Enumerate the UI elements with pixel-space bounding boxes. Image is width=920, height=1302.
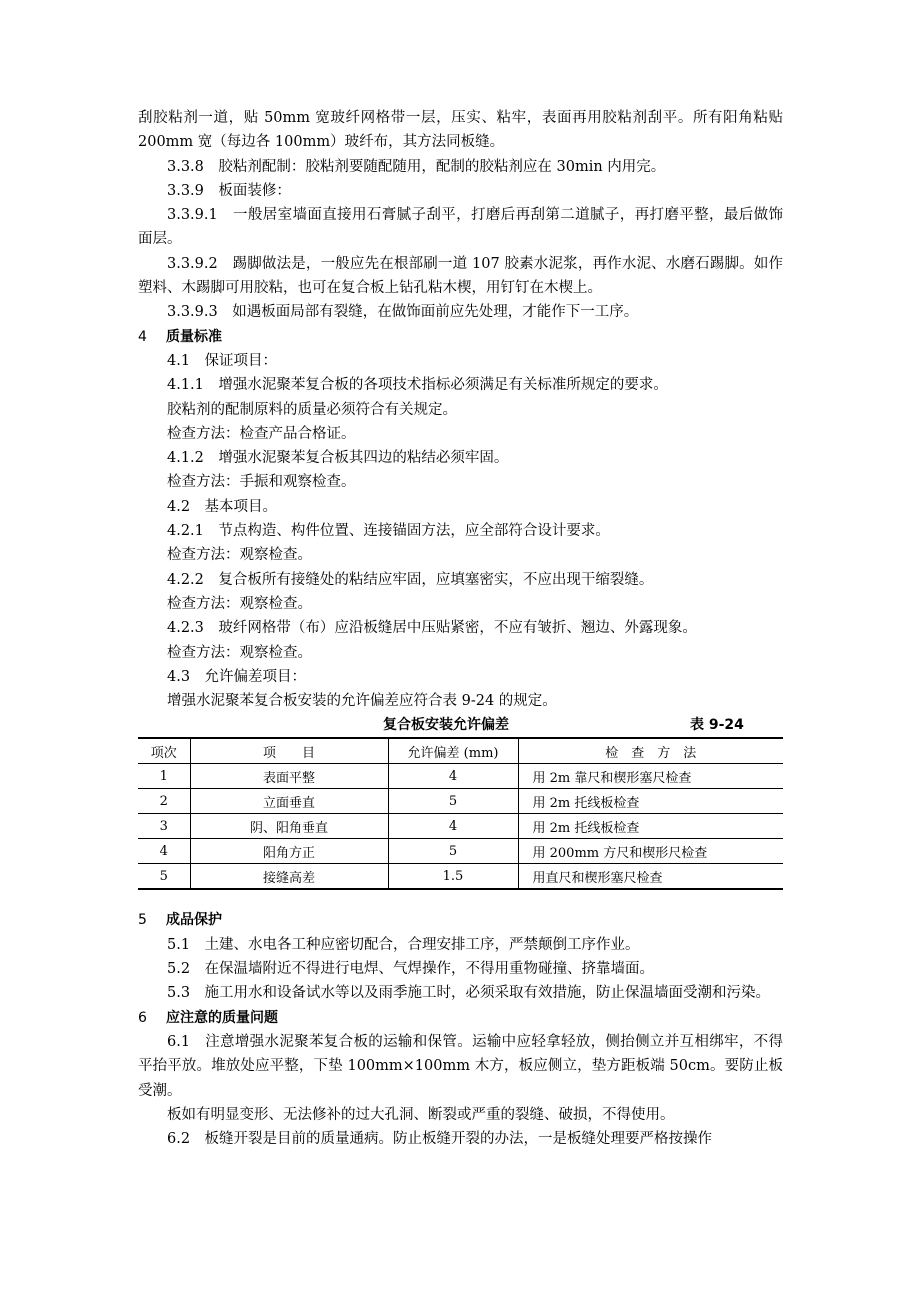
paragraph: 4.2.3 玻纤网格带（布）应沿板缝居中压贴紧密，不应有皱折、翘边、外露现象。 bbox=[167, 620, 697, 637]
paragraph: 4.1.2 增强水泥聚苯复合板其四边的粘结必须牢固。 bbox=[167, 450, 509, 467]
table-header-row bbox=[138, 738, 783, 764]
paragraph: 3.3.9 板面装修： bbox=[167, 182, 291, 199]
paragraph: 胶粘剂的配制原料的质量必须符合有关规定。 bbox=[167, 401, 457, 418]
paragraph: 3.3.8 胶粘剂配制：胶粘剂要随配随用，配制的胶粘剂应在 30min 内用完。 bbox=[167, 158, 666, 175]
table-cell: 1.5 bbox=[388, 864, 518, 890]
paragraph: 5.3 施工用水和设备试水等以及雨季施工时，必须采取有效措施，防止保温墙面受潮和污染。 bbox=[167, 985, 771, 1002]
paragraph: 4.1.1 增强水泥聚苯复合板的各项技术指标必须满足有关标准所规定的要求。 bbox=[167, 377, 668, 394]
paragraph: 4.1 保证项目： bbox=[167, 352, 278, 369]
paragraph: 检查方法：观察检查。 bbox=[167, 595, 312, 612]
table-row bbox=[138, 839, 783, 864]
table-cell: 5 bbox=[138, 864, 190, 890]
paragraph: 检查方法：手振和观察检查。 bbox=[167, 474, 356, 491]
table-cell: 1 bbox=[138, 764, 190, 789]
section-number: 4 bbox=[138, 328, 147, 345]
section-heading-6 bbox=[138, 1006, 783, 1030]
paragraph: 5.2 在保温墙附近不得进行电焊、气焊操作，不得用重物碰撞、挤靠墙面。 bbox=[167, 961, 655, 978]
table-cell: 立面垂直 bbox=[190, 789, 388, 814]
table-cell: 4 bbox=[138, 839, 190, 864]
table-title: 复合板安装允许偏差 bbox=[383, 717, 509, 734]
table-row bbox=[138, 814, 783, 839]
table-cell: 3 bbox=[138, 814, 190, 839]
table-row bbox=[138, 764, 783, 789]
tolerance-table bbox=[138, 737, 783, 890]
table-cell: 表面平整 bbox=[190, 764, 388, 789]
section-number: 6 bbox=[138, 1009, 147, 1026]
table-cell: 用直尺和楔形塞尺检查 bbox=[518, 864, 783, 890]
table-cell: 接缝高差 bbox=[190, 864, 388, 890]
paragraph: 4.3 允许偏差项目： bbox=[167, 668, 307, 685]
header-cell: 允许偏差 (mm) bbox=[388, 738, 518, 764]
table-cell: 阳角方正 bbox=[190, 839, 388, 864]
table-caption bbox=[138, 713, 783, 737]
paragraph: 检查方法：检查产品合格证。 bbox=[167, 425, 356, 442]
paragraph: 4.2.1 节点构造、构件位置、连接锚固方法，应全部符合设计要求。 bbox=[167, 523, 610, 540]
header-cell: 项 目 bbox=[190, 738, 388, 764]
paragraph: 6.2 板缝开裂是目前的质量通病。防止板缝开裂的办法，一是板缝处理要严格按操作 bbox=[167, 1131, 713, 1148]
paragraph: 4.2.2 复合板所有接缝处的粘结应牢固，应填塞密实，不应出现干缩裂缝。 bbox=[167, 571, 654, 588]
section-title: 质量标准 bbox=[166, 328, 222, 345]
paragraph: 6.1 注意增强水泥聚苯复合板的运输和保管。运输中应轻拿轻放，侧抬侧立并互相绑牢，不得平抬平放。堆放处应平整，下垫 100mm×100mm 木方，板应侧立，垫方距板端 50cm。要防止板受潮。 bbox=[138, 1033, 783, 1099]
header-cell: 项次 bbox=[138, 738, 190, 764]
paragraph: 3.3.9.3 如遇板面局部有裂缝，在做饰面前应先处理，才能作下一工序。 bbox=[167, 304, 639, 321]
section-number: 5 bbox=[138, 912, 147, 929]
table-cell: 5 bbox=[388, 839, 518, 864]
header-cell: 检 查 方 法 bbox=[518, 738, 783, 764]
section-title: 应注意的质量问题 bbox=[166, 1009, 278, 1026]
section-heading-5 bbox=[138, 908, 783, 932]
document-page bbox=[138, 106, 783, 1151]
paragraph: 4.2 基本项目。 bbox=[167, 498, 278, 515]
paragraph: 5.1 土建、水电各工种应密切配合，合理安排工序，严禁颠倒工序作业。 bbox=[167, 936, 640, 953]
table-row bbox=[138, 864, 783, 890]
table-number: 表 9-24 bbox=[690, 717, 744, 734]
table-cell: 阴、阳角垂直 bbox=[190, 814, 388, 839]
table-cell: 用 2m 托线板检查 bbox=[518, 814, 783, 839]
paragraph: 检查方法：观察检查。 bbox=[167, 547, 312, 564]
table-row bbox=[138, 789, 783, 814]
section-title: 成品保护 bbox=[166, 912, 222, 929]
paragraph: 刮胶粘剂一道，贴 50mm 宽玻纤网格带一层，压实、粘牢，表面再用胶粘剂刮平。所有阳角粘贴 200mm 宽（每边各 100mm）玻纤布，其方法同板缝。 bbox=[138, 110, 783, 151]
paragraph: 增强水泥聚苯复合板安装的允许偏差应符合表 9-24 的规定。 bbox=[167, 693, 557, 710]
table-cell: 用 2m 靠尺和楔形塞尺检查 bbox=[518, 764, 783, 789]
table-cell: 4 bbox=[388, 814, 518, 839]
paragraph: 检查方法：观察检查。 bbox=[167, 644, 312, 661]
table-cell: 5 bbox=[388, 789, 518, 814]
spacer bbox=[138, 890, 783, 908]
paragraph: 3.3.9.1 一般居室墙面直接用石膏腻子刮平，打磨后再刮第二道腻子，再打磨平整，最后做饰面层。 bbox=[138, 207, 783, 248]
paragraph: 板如有明显变形、无法修补的过大孔洞、断裂或严重的裂缝、破损，不得使用。 bbox=[167, 1106, 675, 1123]
section-heading-4 bbox=[138, 325, 783, 349]
table-cell: 用 2m 托线板检查 bbox=[518, 789, 783, 814]
table-cell: 2 bbox=[138, 789, 190, 814]
table-cell: 用 200mm 方尺和楔形尺检查 bbox=[518, 839, 783, 864]
paragraph: 3.3.9.2 踢脚做法是，一般应先在根部刷一道 107 胶素水泥浆，再作水泥、水磨石踢脚。如作塑料、木踢脚可用胶粘，也可在复合板上钻孔粘木楔，用钉钉在木楔上。 bbox=[138, 255, 783, 297]
table-cell: 4 bbox=[388, 764, 518, 789]
